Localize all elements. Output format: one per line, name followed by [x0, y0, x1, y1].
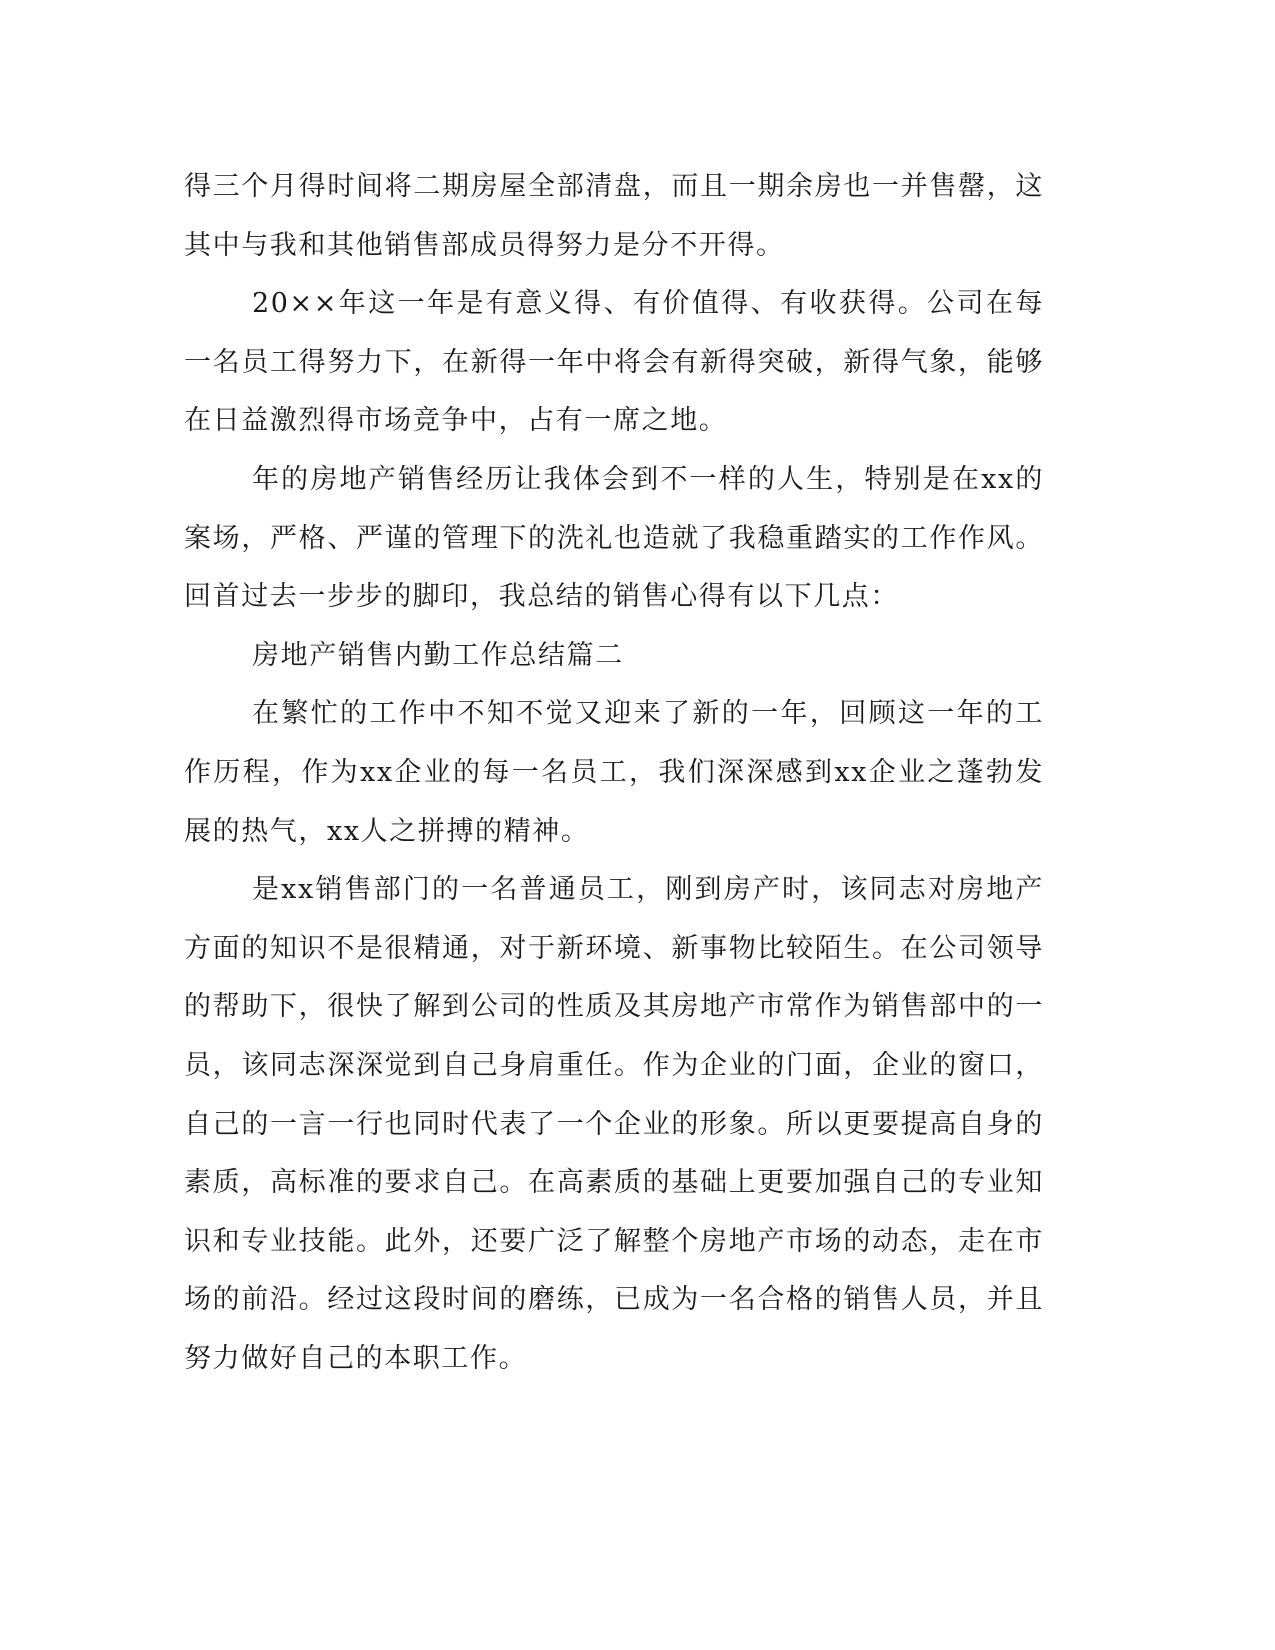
- document-body: [184, 158, 1044, 1388]
- paragraph-employee-review: 是xx销售部门的一名普通员工，刚到房产时，该同志对房地产方面的知识不是很精通，对于新环境、新事物比较陌生。在公司领导的帮助下，很快了解到公司的性质及其房地产市常作为销售部中的一员，该同志深深觉到自己身肩重任。作为企业的门面，企业的窗口，自己的一言一行也同时代表了一个企业的形象。所以更要提高自身的素质，高标准的要求自己。在高素质的基础上更要加强自己的专业知识和专业技能。此外，还要广泛了解整个房地产市场的动态，走在市场的前沿。经过这段时间的磨练，已成为一名合格的销售人员，并且努力做好自己的本职工作。: [184, 874, 1044, 1374]
- section-heading: 房地产销售内勤工作总结篇二: [252, 639, 624, 671]
- paragraph-year-summary: 20××年这一年是有意义得、有价值得、有收获得。公司在每一名员工得努力下，在新得一年中将会有新得突破，新得气象，能够在日益激烈得市场竞争中，占有一席之地。: [184, 288, 1044, 437]
- paragraph-sales-experience: 年的房地产销售经历让我体会到不一样的人生，特别是在xx的案场，严格、严谨的管理下的洗礼也造就了我稳重踏实的工作作风。回首过去一步步的脚印，我总结的销售心得有以下几点：: [184, 463, 1044, 613]
- paragraph-new-year: 在繁忙的工作中不知不觉又迎来了新的一年，回顾这一年的工作历程，作为xx企业的每一名员工，我们深深感到xx企业之蓬勃发展的热气，xx人之拼搏的精神。: [184, 698, 1044, 847]
- paragraph-continuation: 得三个月得时间将二期房屋全部清盘，而且一期余房也一并售罄，这其中与我和其他销售部成员得努力是分不开得。: [184, 171, 1044, 261]
